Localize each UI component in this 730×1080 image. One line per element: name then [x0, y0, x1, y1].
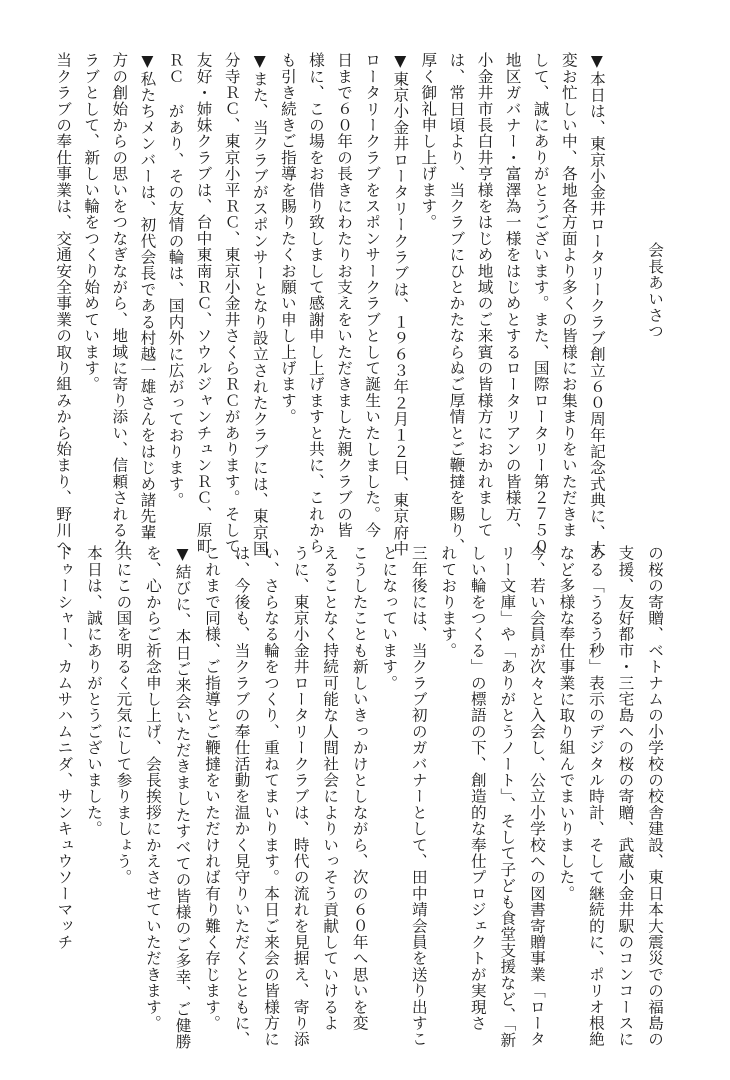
text-column: ▼結びに、本日ご来会いただきましたすべての皆様のご多幸、ご健勝: [173, 545, 192, 1050]
text-column: ▼私たちメンバーは、初代会長である村越一雄さんをはじめ諸先輩: [138, 52, 157, 541]
text-column: こうしたことも新しいきっかけとしながら、次の６０年へ思いを変: [350, 545, 369, 1031]
text-column: 当クラブの奉仕事業は、交通安全事業の取り組みから始まり、野川へ: [54, 52, 73, 555]
text-column: も引き続きご指導を賜りたくお願い申し上げます。: [278, 52, 297, 425]
text-column: 厚く御礼申し上げます。: [419, 52, 438, 231]
text-column: して、誠にありがとうございます。また、国際ロータリー第２７５０: [531, 52, 550, 555]
text-column: ▼また、当クラブがスポンサーとなり設立されたクラブには、東京国: [250, 52, 269, 557]
text-column: ＲＣ があり、その友情の輪は、国内外に広がっております。: [166, 52, 185, 508]
upper-text-block: [50, 52, 670, 571]
text-column: 本日は、誠にありがとうございました。: [84, 545, 103, 837]
text-column: とになっています。: [380, 545, 399, 691]
text-column: 日まで６０年の長きにわたりお支えをいただきました親クラブの皆: [335, 52, 354, 538]
text-column: 変お忙しい中、各地各方面より多くの皆様にお集まりをいただきま: [559, 52, 578, 538]
text-column: を、心からご祈念申し上げ、会長挨拶にかえさせていただきます。: [143, 545, 162, 1031]
text-column: ▼本日は、東京小金井ロータリークラブ創立６０周年記念式典に、大: [587, 52, 606, 557]
text-column: 方の創始からの思いをつなぎながら、地域に寄り添い、信頼されるク: [110, 52, 129, 555]
text-column: ある「うるう秒」表示のデジタル時計、そして継続的に、ポリオ根絶: [586, 545, 605, 1048]
document-title: 会長あいさつ: [646, 242, 664, 340]
text-column: 分寺ＲＣ、東京小平ＲＣ、東京小金井さくらＲＣがあります。そして、: [222, 52, 241, 571]
text-column: リー文庫」や「ありがとうノート」、そして子ども食堂支援など、「新: [498, 545, 517, 1048]
text-column: は、今後も、当クラブの奉仕活動を温かく見守りいただくとともに、: [232, 545, 251, 1048]
text-column: ▼東京小金井ロータリークラブは、１９６３年２月１２日、東京府中: [391, 52, 410, 557]
text-column: 今、若い会員が次々と入会し、公立小学校への図書寄贈事業「ロータ: [527, 545, 546, 1048]
text-column: ロータリークラブをスポンサークラブとして誕生いたしました。今: [363, 52, 382, 538]
text-column: の桜の寄贈、ベトナムの小学校の校舎建設、東日本大震災での福島の: [646, 545, 664, 1048]
text-column: は、常日頃より、当クラブにひとかたならぬご厚情とご鞭撻を賜り、: [447, 52, 466, 555]
text-column: ラブとして、新しい輪をつくり始めています。: [82, 52, 101, 393]
lower-text-block: [50, 545, 670, 1050]
text-column: しい輪をつくる」の標語の下、創造的な奉仕プロジェクトが実現さ: [468, 545, 487, 1031]
text-column: 様に、この場をお借り致しまして感謝申し上げますと共に、これから: [306, 52, 325, 555]
text-column: れております。: [439, 545, 458, 659]
text-column: い、さらなる輪をつくり、重ねてまいります。本日ご来会の皆様方に: [262, 545, 281, 1048]
text-column: ドゥーシャー、カムサハムニダ、サンキュウソーマッチ: [55, 545, 74, 950]
text-column: 三年後には、当クラブ初のガバナーとして、田中靖会員を送り出すこ: [409, 545, 428, 1048]
text-column: うに、東京小金井ロータリークラブは、時代の流れを見据え、寄り添: [291, 545, 310, 1048]
text-column: 友好・姉妹クラブは、台中東南ＲＣ、ソウルジャンチュンＲＣ、原町: [194, 52, 213, 555]
text-column: 小金井市長白井亨様をはじめ地域のご来賓の皆様方におかれまして: [475, 52, 494, 538]
text-column: これまで同様、ご指導とご鞭撻をいただければ有り難く存じます。: [203, 545, 222, 1031]
text-column: 共にこの国を明るく元気にして参りましょう。: [114, 545, 133, 886]
text-column: 地区ガバナー・富澤為一様をはじめとするロータリアンの皆様方、: [503, 52, 522, 538]
text-column: 支援、友好都市・三宅島への桜の寄贈、武蔵小金井駅のコンコースに: [616, 545, 635, 1048]
text-column: えることなく持続可能な人間社会によりいっそう貢献していけるよ: [321, 545, 340, 1031]
text-column: など多様な奉仕事業に取り組んでまいりました。: [557, 545, 576, 902]
